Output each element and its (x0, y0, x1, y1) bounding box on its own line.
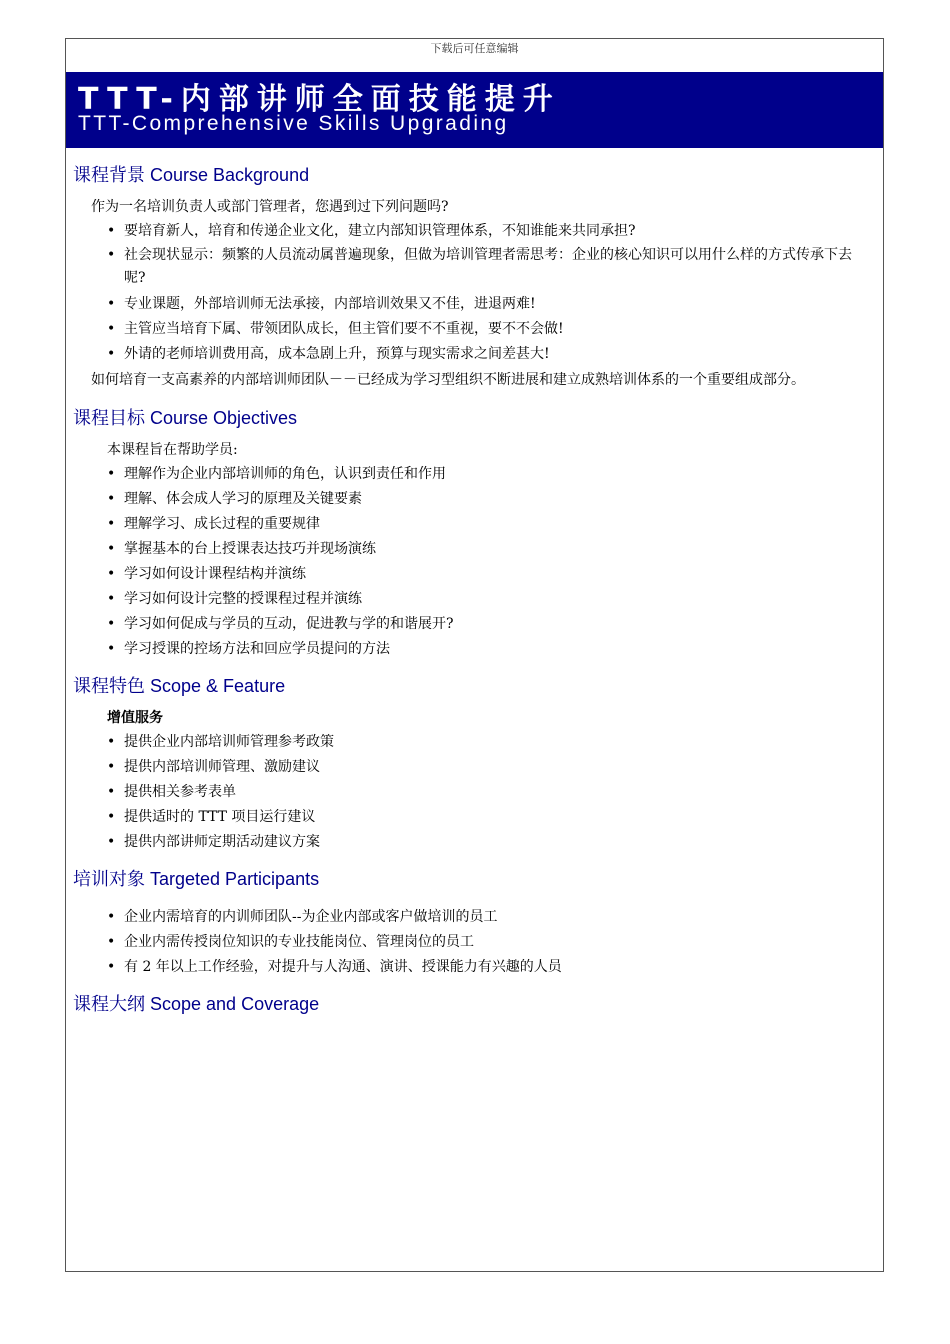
objectives-intro: 本课程旨在帮助学员: (107, 442, 238, 458)
background-conclusion: 如何培育一支高素养的内部培训师团队－－已经成为学习型组织不断进展和建立成熟培训体系的一个重要组成部分。 (91, 372, 805, 388)
list-item: • 有 2 年以上工作经验，对提升与人沟通、演讲、授课能力有兴趣的人员 (124, 955, 873, 980)
list-item: • 企业内需培育的内训师团队--为企业内部或客户做培训的员工 (124, 905, 873, 930)
feature-list (73, 730, 873, 855)
banner-title-en: TTT-Comprehensive Skills Upgrading (78, 112, 509, 135)
list-item: • 提供内部培训师管理、激励建议 (124, 755, 873, 780)
section-title-feature: 课程特色 Scope & Feature (73, 676, 286, 696)
document-frame (65, 38, 884, 1272)
section-title-participants: 培训对象 Targeted Participants (73, 869, 320, 889)
list-item: • 理解作为企业内部培训师的角色，认识到责任和作用 (124, 462, 873, 487)
list-item: • 要培育新人，培育和传递企业文化，建立内部知识管理体系，不知谁能来共同承担? (124, 219, 873, 244)
list-item: • 外请的老师培训费用高，成本急剧上升，预算与现实需求之间差甚大! (124, 342, 873, 367)
document-content (73, 151, 873, 1024)
objectives-list (73, 462, 873, 662)
list-item: • 企业内需传授岗位知识的专业技能岗位、管理岗位的员工 (124, 930, 873, 955)
banner-title-cn: TTT-内部讲师全面技能提升 (78, 82, 561, 117)
title-banner (66, 72, 883, 148)
top-note: 下载后可任意编辑 (430, 42, 519, 55)
list-item: • 提供适时的 TTT 项目运行建议 (124, 805, 873, 830)
section-title-coverage: 课程大纲 Scope and Coverage (73, 994, 320, 1014)
list-item: • 主管应当培育下属、带领团队成长，但主管们要不不重视，要不不会做! (124, 317, 873, 342)
list-item: • 专业课题，外部培训师无法承接，内部培训效果又不佳，进退两难! (124, 292, 873, 317)
list-item: • 学习如何设计课程结构并演练 (124, 562, 873, 587)
list-item: • 学习如何促成与学员的互动，促进教与学的和谐展开? (124, 612, 873, 637)
section-title-background: 课程背景 Course Background (73, 165, 310, 185)
background-intro: 作为一名培训负责人或部门管理者，您遇到过下列问题吗? (91, 199, 449, 215)
list-item: • 学习如何设计完整的授课程过程并演练 (124, 587, 873, 612)
list-item: • 社会现状显示：频繁的人员流动属普遍现象，但做为培训管理者需思考：企业的核心知识可以用什么样的方式传承下去呢? (124, 244, 873, 290)
list-item: • 掌握基本的台上授课表达技巧并现场演练 (124, 537, 873, 562)
participants-list (73, 905, 873, 980)
list-item: • 提供相关参考表单 (124, 780, 873, 805)
list-item: • 提供企业内部培训师管理参考政策 (124, 730, 873, 755)
list-item: • 理解学习、成长过程的重要规律 (124, 512, 873, 537)
section-title-objectives: 课程目标 Course Objectives (73, 408, 298, 428)
list-item: • 理解、体会成人学习的原理及关键要素 (124, 487, 873, 512)
background-list (73, 219, 873, 367)
list-item: • 提供内部讲师定期活动建议方案 (124, 830, 873, 855)
list-item: • 学习授课的控场方法和回应学员提问的方法 (124, 637, 873, 662)
feature-subtitle: 增值服务 (107, 710, 163, 726)
